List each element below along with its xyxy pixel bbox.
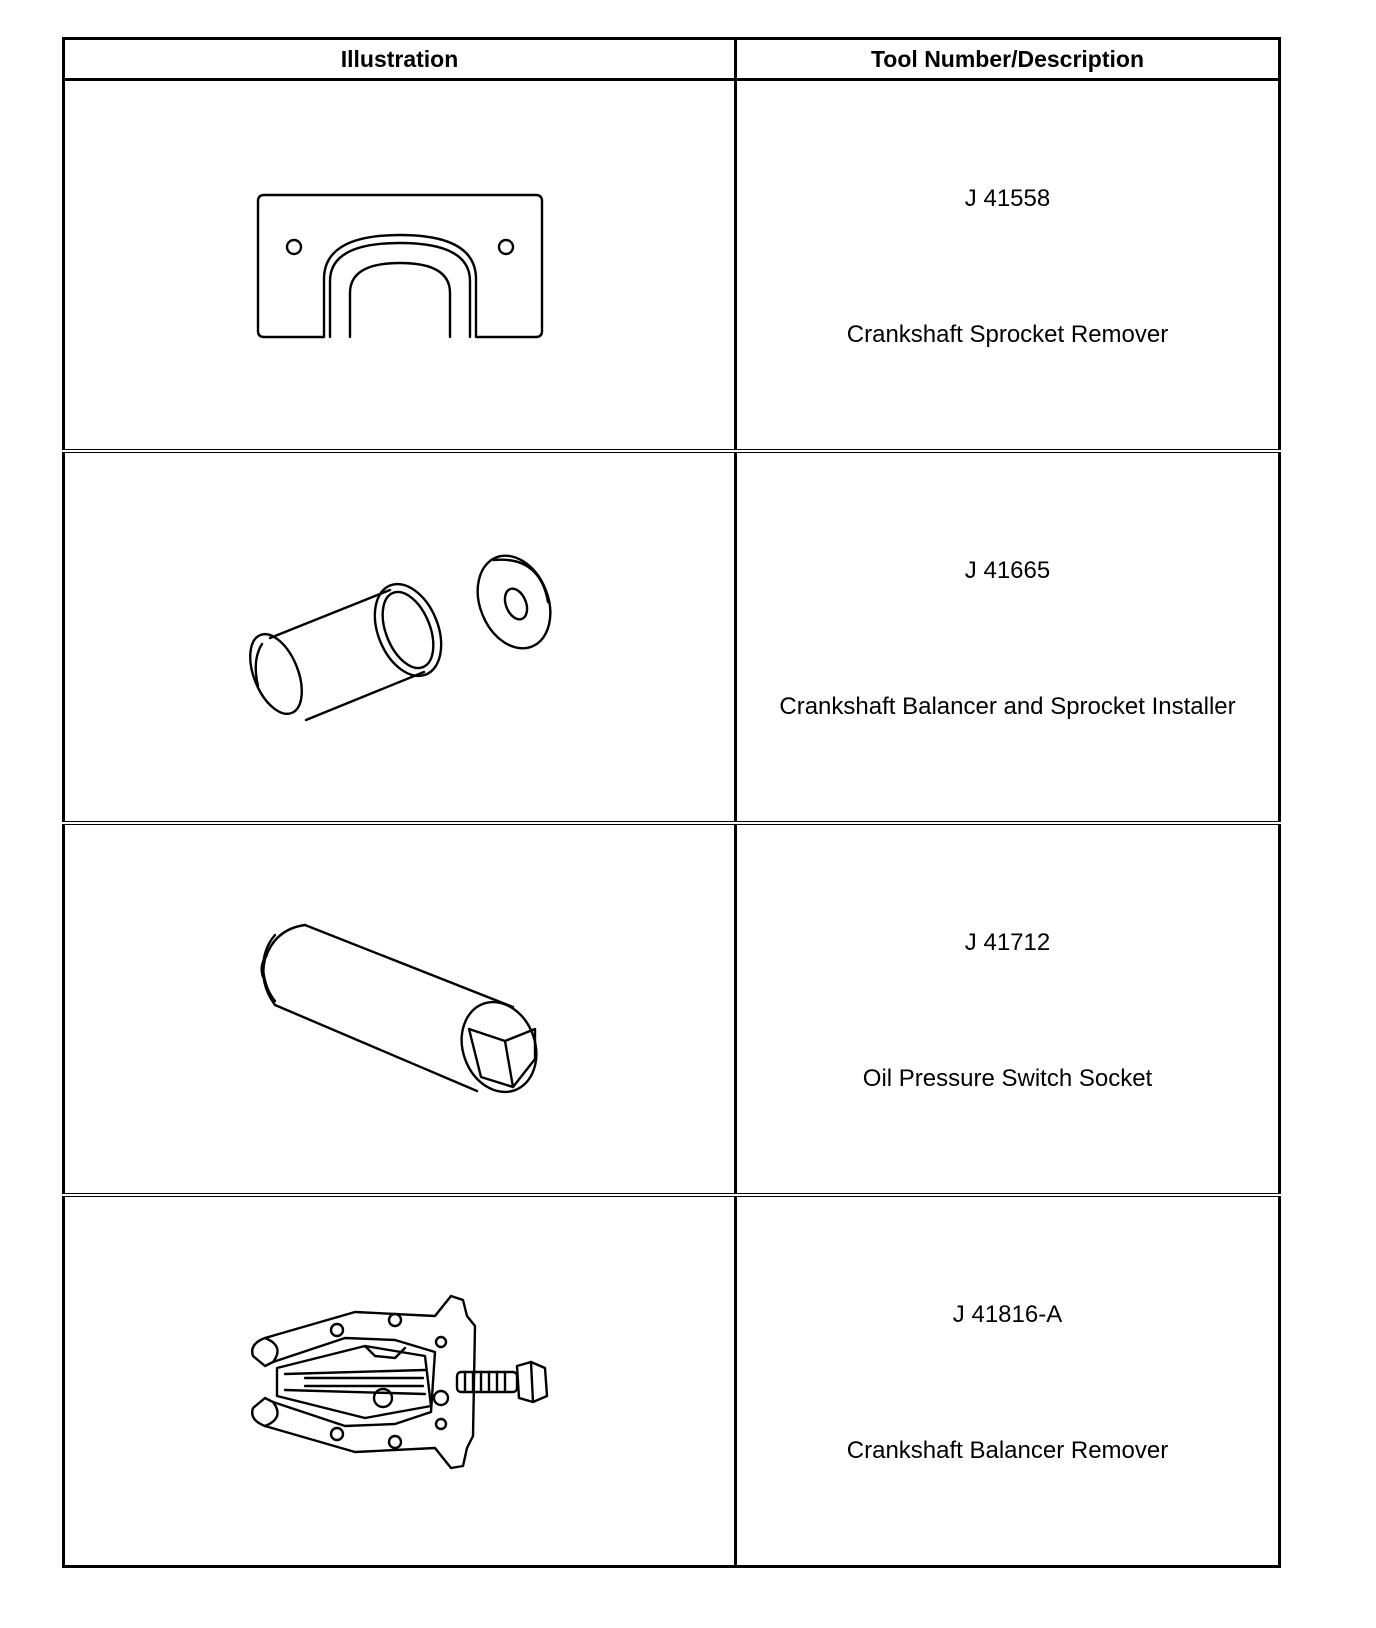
tool-number: J 41665 bbox=[964, 557, 1051, 584]
tool-description: Crankshaft Balancer Remover bbox=[846, 1437, 1169, 1464]
table-row bbox=[64, 80, 1280, 452]
illustration-cell bbox=[64, 823, 736, 1195]
illustration-cell bbox=[64, 1195, 736, 1567]
tool-number: J 41816-A bbox=[952, 1301, 1063, 1328]
description-cell bbox=[736, 80, 1280, 452]
oil-pressure-socket-icon bbox=[245, 919, 555, 1099]
tool-description: Crankshaft Sprocket Remover bbox=[846, 321, 1169, 348]
description-cell bbox=[736, 823, 1280, 1195]
tool-description: Oil Pressure Switch Socket bbox=[862, 1065, 1153, 1092]
header-illustration: Illustration bbox=[64, 39, 736, 80]
illustration-cell bbox=[64, 451, 736, 823]
balancer-installer-sleeve-icon bbox=[240, 542, 560, 732]
description-cell bbox=[736, 1195, 1280, 1567]
balancer-puller-icon bbox=[245, 1286, 555, 1476]
header-row bbox=[64, 39, 1280, 80]
sprocket-remover-plate-icon bbox=[250, 185, 550, 345]
tool-table bbox=[62, 37, 1281, 1568]
tool-number: J 41712 bbox=[964, 929, 1051, 956]
description-cell bbox=[736, 451, 1280, 823]
table-row bbox=[64, 451, 1280, 823]
tool-description: Crankshaft Balancer and Sprocket Installer bbox=[779, 693, 1236, 720]
table-row bbox=[64, 823, 1280, 1195]
table-row bbox=[64, 1195, 1280, 1567]
tool-number: J 41558 bbox=[964, 185, 1051, 212]
illustration-cell bbox=[64, 80, 736, 452]
header-tool-number-description: Tool Number/Description bbox=[736, 39, 1280, 80]
